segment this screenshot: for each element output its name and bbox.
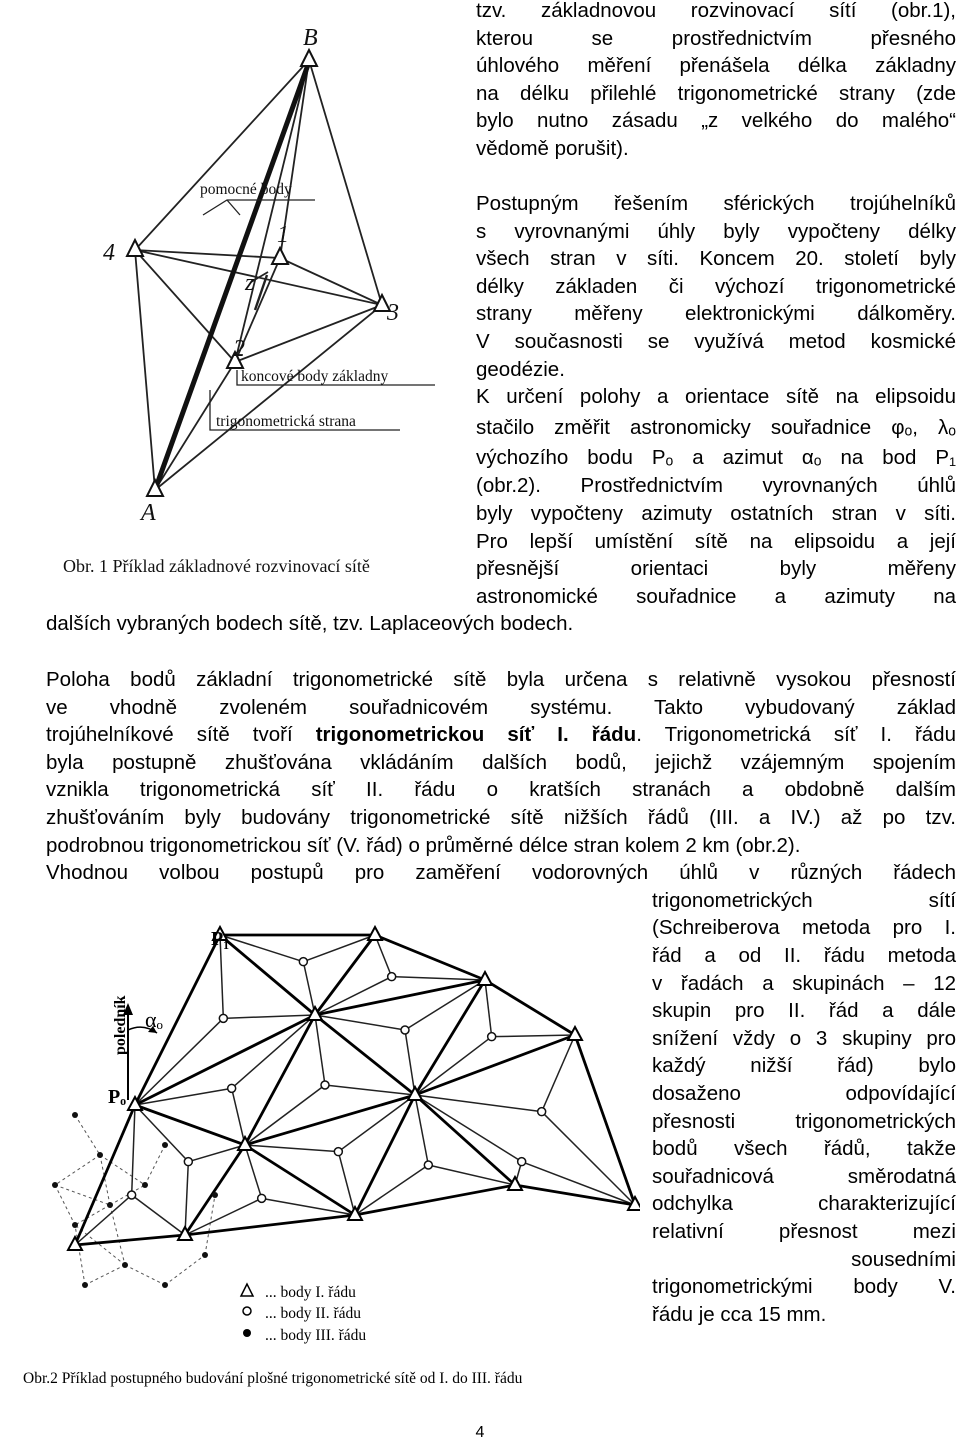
- text-line: relativní přesnost mezi: [652, 1220, 956, 1243]
- point-4-label: 4: [103, 240, 115, 266]
- text-line: na délku přilehlé trigonometrické strany (zde: [476, 81, 956, 105]
- legend-order-2: ... body II. řádu: [265, 1305, 361, 1322]
- order-3-point: [72, 1222, 78, 1228]
- network-edge: [75, 1235, 185, 1245]
- dot-symbol-icon: [243, 1329, 251, 1337]
- text-line: úhlového měření přenášela délka základny: [476, 54, 956, 78]
- network-edge: [232, 1088, 245, 1145]
- text-line: trigonometrických sítí: [652, 888, 956, 912]
- text-line: vědomě porušit).: [476, 137, 629, 160]
- network-edge: [325, 1085, 415, 1095]
- order-2-point: [258, 1194, 266, 1202]
- annotation-baseline-endpoints: koncové body základny: [241, 368, 389, 385]
- annotation-helper-points: pomocné body: [200, 181, 292, 198]
- legend-order-3: ... body III. řádu: [265, 1327, 367, 1344]
- network-edge: [135, 1105, 245, 1145]
- alpha-label: αₒ: [145, 1007, 163, 1032]
- network-edge: [85, 1265, 125, 1285]
- network-edge: [415, 1035, 575, 1095]
- figure-1-leaders: [203, 200, 435, 430]
- text-line: odchylka charakterizující: [652, 1192, 956, 1216]
- text-line: (Schreiberova metoda pro I.: [652, 916, 956, 940]
- network-edge: [355, 1095, 415, 1215]
- network-edge: [125, 1265, 165, 1285]
- meridian-label: poledník: [112, 995, 129, 1055]
- text-line: trigonometrickými body V.: [652, 1275, 956, 1299]
- order-3-point: [162, 1282, 168, 1288]
- network-edge: [185, 1145, 245, 1235]
- point-z-label: z: [245, 270, 255, 296]
- triangle-symbol-icon: [241, 1284, 253, 1296]
- text-line: Postupným řešením sférických trojúhelníků: [476, 192, 956, 215]
- network-edge: [220, 935, 315, 1015]
- text-line: sousedními: [851, 1247, 956, 1271]
- network-edge: [55, 1155, 100, 1185]
- order-2-point: [488, 1033, 496, 1041]
- order-3-point: [107, 1202, 113, 1208]
- network-edge: [492, 1035, 575, 1037]
- network-edge: [220, 935, 303, 962]
- text-line: Vhodnou volbou postupů pro zaměření vodorovných úhlů v různých řádech: [46, 861, 956, 885]
- figure-2-legend: [241, 1284, 366, 1344]
- order-2-point: [401, 1026, 409, 1034]
- network-edge: [392, 977, 485, 980]
- network-edge: [145, 1145, 165, 1185]
- network-edge: [415, 1095, 522, 1162]
- order-1-point: [368, 927, 382, 940]
- text-line: snížení vždy o 3 skupiny pro: [652, 1026, 956, 1050]
- figure-1: [55, 20, 475, 585]
- text-line: řád a od II. řádu metoda: [652, 944, 956, 967]
- network-edge: [315, 935, 375, 1015]
- order-2-point: [424, 1161, 432, 1169]
- text-line: přesnosti trigonometrických: [652, 1109, 956, 1133]
- network-edge: [485, 980, 492, 1037]
- network-edge: [338, 1095, 415, 1152]
- order-2-point: [228, 1084, 236, 1092]
- text-line: dalších vybraných bodech sítě, tzv. Laplaceových bodech.: [46, 612, 574, 636]
- order-3-point: [162, 1142, 168, 1148]
- text-line: zhušťováním byly budovány trigonometrické sítě nižších řádů (III. a IV.) až po tzv.: [46, 806, 956, 829]
- network-edge: [132, 1105, 135, 1195]
- text-line: byly vypočteny azimuty ostatních stran v síti.: [476, 502, 956, 525]
- network-edge: [315, 980, 485, 1015]
- network-edge: [223, 1015, 315, 1018]
- network-edge: [245, 1015, 315, 1145]
- order-3-point: [212, 1192, 218, 1198]
- text-line: skupin pro II. řád a dále: [652, 999, 956, 1023]
- p1-label: P₁: [211, 928, 230, 950]
- text-line: řádu je cca 15 mm.: [652, 1302, 827, 1326]
- network-edge: [315, 1015, 325, 1085]
- network-edge: [245, 1095, 415, 1145]
- text-line: tzv. základnovou rozvinovací sítí (obr.1),: [476, 0, 956, 22]
- point-2-label: 2: [233, 336, 245, 362]
- order-2-point: [299, 958, 307, 966]
- network-edge: [315, 977, 392, 1015]
- circle-symbol-icon: [243, 1307, 251, 1315]
- text-line: kterou se prostřednictvím přesného: [476, 26, 956, 50]
- network-edge: [415, 1095, 542, 1112]
- network-edge: [110, 1205, 125, 1265]
- text-line: geodézie.: [476, 357, 565, 381]
- order-3-point: [122, 1262, 128, 1268]
- network-edge: [405, 1030, 415, 1095]
- point-3-label: 3: [387, 300, 399, 326]
- text-line: s vyrovnanými úhly byly vypočteny délky: [476, 219, 956, 243]
- text-line: bodů všech řádů, takže: [652, 1137, 956, 1161]
- network-edge: [522, 1162, 635, 1205]
- point-1-label: 1: [277, 222, 289, 248]
- network-edge: [355, 1185, 515, 1215]
- network-edge: [75, 1115, 100, 1155]
- network-edge: [415, 1037, 492, 1095]
- figure-1-caption: Obr. 1 Příklad základnové rozvinovací sítě: [63, 556, 370, 576]
- network-edge: [75, 1105, 135, 1245]
- order-3-point: [97, 1152, 103, 1158]
- network-edge: [132, 1195, 185, 1235]
- network-edge: [485, 980, 575, 1035]
- network-edge: [315, 1015, 415, 1095]
- text-line: délky základen či výchozí trigonometrické: [476, 274, 956, 298]
- figure-2: [15, 905, 640, 1390]
- order-2-point: [538, 1108, 546, 1116]
- order-2-point: [219, 1014, 227, 1022]
- order-2-point: [518, 1158, 526, 1166]
- text-line: trojúhelníkové sítě tvoří trigonometrickou síť I. řádu. Trigonometrická síť I. řádu: [46, 723, 956, 747]
- legend-order-1: ... body I. řádu: [265, 1284, 356, 1301]
- order-2-point: [184, 1158, 192, 1166]
- order-3-point: [52, 1182, 58, 1188]
- order-3-point: [72, 1112, 78, 1118]
- text-line: stačilo změřit astronomicky souřadnice φₒ, λₒ: [476, 416, 956, 439]
- text-line: výchozího bodu Pₒ a azimut αₒ na bod P₁: [476, 446, 956, 469]
- text-line: K určení polohy a orientace sítě na elipsoidu: [476, 385, 956, 408]
- order-3-point: [82, 1282, 88, 1288]
- page-number: 4: [475, 1424, 485, 1441]
- text-line: souřadnicová směrodatná: [652, 1164, 956, 1188]
- text-line: každý nižší řád) bylo: [652, 1054, 956, 1078]
- order-2-point: [388, 973, 396, 981]
- text-line: Poloha bodů základní trigonometrické sítě byla určena s relativně vysokou přesností: [46, 668, 956, 691]
- point-b-label: B: [303, 25, 318, 51]
- text-line: vznikla trigonometrická síť II. řádu o kratších stranách a obdobně dalším: [46, 778, 956, 802]
- text-line: strany měřeny elektronickými dálkoměry.: [476, 302, 956, 326]
- network-edge: [245, 1145, 338, 1152]
- text-line: bylo nutno zásadu „z velkého do malého“: [476, 109, 956, 133]
- network-edge: [575, 1035, 635, 1205]
- network-edge: [415, 980, 485, 1095]
- text-line: (obr.2). Prostřednictvím vyrovnaných úhlů: [476, 474, 956, 497]
- point-a-label: A: [141, 500, 156, 526]
- annotation-trig-side: trigonometrická strana: [216, 413, 356, 430]
- text-line: byla postupně zhušťována vkládáním dalších bodů, jejichž vzájemným spojením: [46, 750, 956, 774]
- text-line: V současnosti se využívá metod kosmické: [476, 330, 956, 353]
- network-edge: [75, 1205, 110, 1225]
- order-2-point: [321, 1081, 329, 1089]
- text-line: v řadách a skupinách – 12: [652, 971, 956, 995]
- network-edge: [245, 1085, 325, 1145]
- text-line: dosaženo odpovídající: [652, 1082, 956, 1105]
- order-2-point: [334, 1148, 342, 1156]
- order-3-point: [202, 1252, 208, 1258]
- network-edge: [185, 1162, 188, 1235]
- po-label: Pₒ: [108, 1086, 126, 1108]
- text-line: Pro lepší umístění sítě na elipsoidu a její: [476, 529, 956, 553]
- text-line: podrobnou trigonometrickou síť (V. řád) o průměrné délce stran kolem 2 km (obr.2).: [46, 833, 801, 857]
- text-line: přesnější orientaci byly měřeny: [476, 557, 956, 581]
- network-edge: [165, 1255, 205, 1285]
- bold-term: trigonometrickou síť I. řádu: [315, 723, 637, 747]
- figure-2-caption: Obr.2 Příklad postupného budování plošné trigonometrické sítě od I. do III. řádu: [23, 1370, 523, 1387]
- text-line: všech stran v síti. Koncem 20. století byly: [476, 247, 956, 271]
- text-line: ve vhodně zvoleném souřadnicovém systému. Takto vybudovaný základ: [46, 695, 956, 719]
- figure-2-network: [52, 927, 640, 1288]
- order-3-point: [142, 1182, 148, 1188]
- text-line: astronomické souřadnice a azimuty na: [476, 584, 956, 608]
- order-2-point: [128, 1191, 136, 1199]
- network-edge: [415, 1095, 515, 1185]
- network-edge: [315, 1015, 405, 1030]
